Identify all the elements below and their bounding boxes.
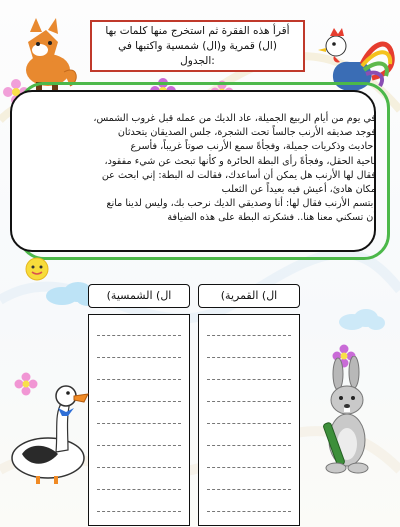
instruction-box [90,20,305,72]
story-line: ابتسم الأرنب فقال لها: أنا وصديقي الديك نرحب بك، وليس لدينا مانع [106,198,376,210]
qamari-column-header: ال) القمرية) [198,284,300,308]
story-line: في يوم من أيام الربيع الجميلة، عاد الديك من عمله قبل غروب الشمس، [93,113,376,124]
story-line: مكان هادئ، أعيش فيه بعيداً عن الثعلب [221,184,376,196]
duck-icon [2,378,94,488]
story-line: أن تسكني معنا هنا.. فشكرته البطة على هذه الضيافة [167,212,376,224]
story-line: أحاديث وذكريات جميلة، وفجأةً سمع الأرنب صوتاً غريباً، فأسرع [130,141,376,153]
cloud-icon [336,306,386,332]
qamari-answer-column[interactable] [198,314,300,526]
story-line: فوجد صديقه الأرنب جالساً تحت الشجرة، جلس الصديقان يتحدثان [117,127,376,139]
instruction-line-3: :الجدول [180,55,215,67]
story-paragraph [14,112,376,252]
story-line: ناحية الحقل، وفجأةً رأى البطة الحائرة و كأنها تبحث عن شيء مفقود، [104,155,376,167]
rabbit-icon [314,356,386,484]
shamsi-answer-column[interactable] [88,314,190,526]
instruction-line-1: أقرأ هذه الفقرة ثم استخرج منها كلمات بها [105,25,290,37]
shamsi-column-header: ال) الشمسية) [88,284,190,308]
instruction-line-2: (ال) قمرية و(ال) شمسية واكتبها في [118,40,277,52]
story-line: فقال لها الأرنب هل يمكن أن أساعدك، فقالت له البطة: إني ابحث عن [101,169,376,181]
